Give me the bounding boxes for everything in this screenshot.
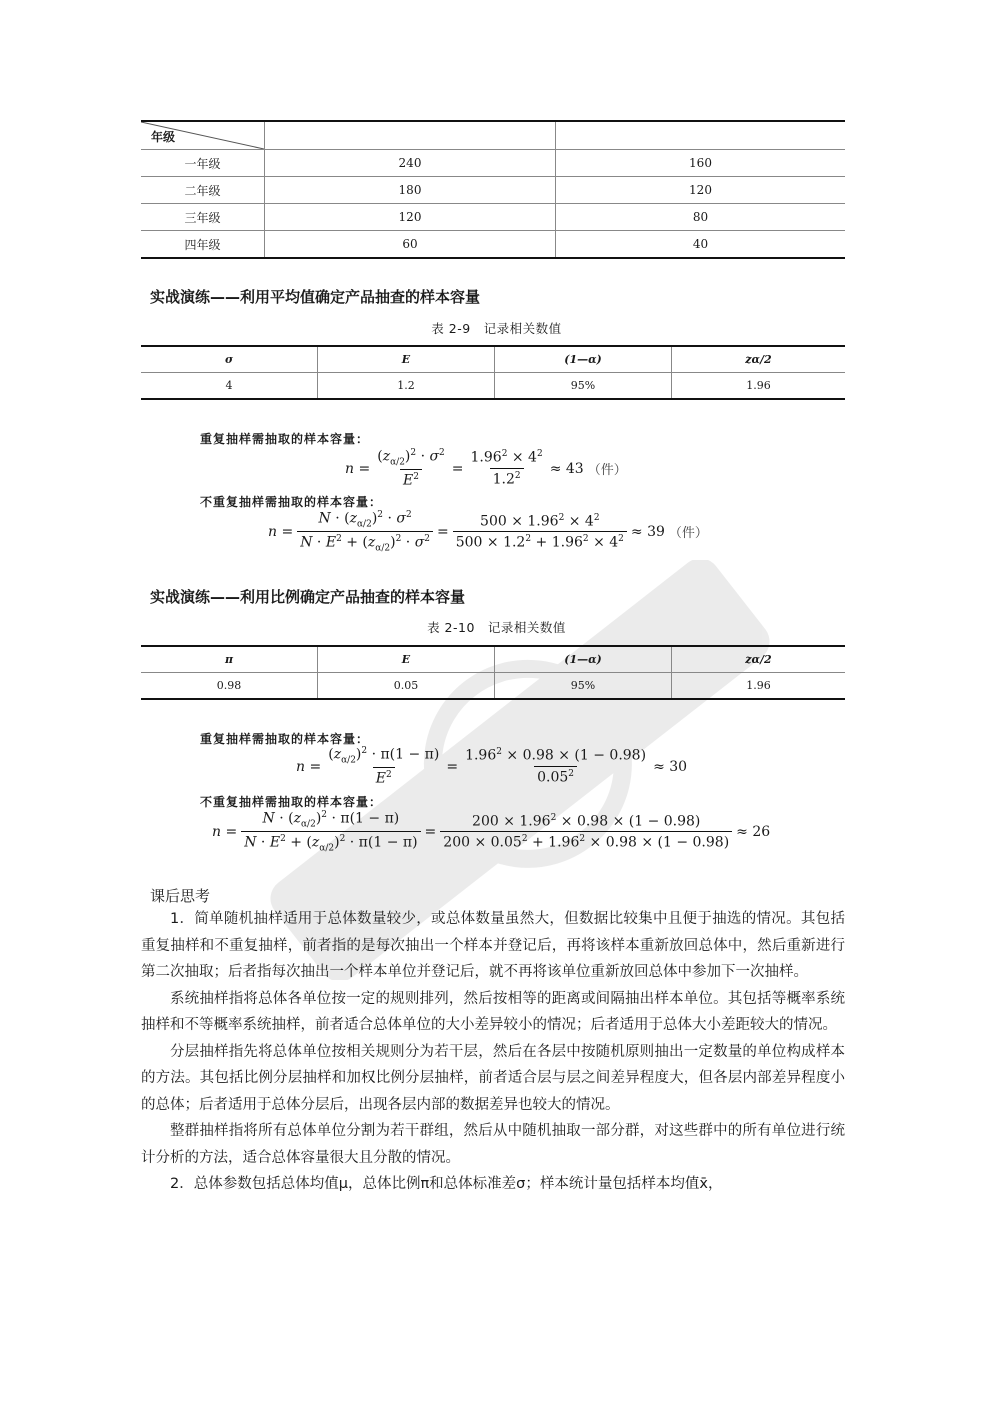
value-cell: 1.96	[672, 373, 846, 400]
paragraph: 整群抽样指将所有总体单位分割为若干群组，然后从中随机抽取一部分群，对这些群中的所有单位进行统计分析的方法，适合总体容量很大且分散的情况。	[141, 1123, 845, 1166]
result-value: ≈ 43	[549, 460, 584, 477]
table-row	[141, 177, 845, 204]
value-cell: 0.98	[141, 673, 318, 700]
unit-label: （件）	[668, 526, 708, 542]
paragraph: 系统抽样指将总体各单位按一定的规则排列，然后按相等的距离或间隔抽出样本单位。其包括等概率系统抽样和不等概率系统抽样，前者适合总体单位的大小差异较小的情况；后者适用于总体大小差距较大的情况。	[141, 990, 845, 1033]
header-cell: E	[318, 346, 495, 373]
table-row	[141, 373, 845, 400]
value-cell: 1.2	[318, 373, 495, 400]
formula-norepeat-mean: n = $\frac{N \cdot (z_{\alpha/2})^2 \cdot \sigma^2}{N \cdot E^2 + (z_{\alpha/2})^2 \cdot \sigma^2}$ = $\frac{500 \times 1.96^2 \times 4^2}{500 \times 1.2^2 + 1.96^2 \times 4^2}$ ≈ 39 （件）	[268, 510, 708, 554]
value-cell: 120	[556, 177, 846, 204]
params-table-proportion	[141, 645, 845, 700]
section-title-after-class: 课后思考	[150, 887, 211, 905]
paragraph: 1．简单随机抽样适用于总体数量较少，或总体数量虽然大，但数据比较集中且便于抽选的情况。其包括重复抽样和不重复抽样，前者指的是每次抽出一个样本并登记后，再将该样本重新放回总体中，然后重新进行第二次抽取；后者指每次抽出一个样本单位并登记后，就不再将该单位重新放回总体中参加下一次抽样。	[141, 911, 845, 980]
grade-cell: 二年级	[141, 177, 265, 204]
header-cell: zα/2	[672, 346, 846, 373]
header-cell: (1—α)	[495, 646, 672, 673]
params-table-mean	[141, 345, 845, 400]
label-repeat: 重复抽样需抽取的样本容量：	[200, 732, 370, 746]
after-class-body	[141, 906, 845, 1198]
table-row	[141, 231, 845, 259]
result-value: ≈ 26	[736, 823, 771, 840]
label-norepeat: 不重复抽样需抽取的样本容量：	[200, 795, 383, 809]
header-cell: zα/2	[672, 646, 846, 673]
grade-table-header-col-a	[265, 121, 556, 150]
value-cell: 4	[141, 373, 318, 400]
grade-table-corner	[141, 121, 265, 150]
header-cell: σ	[141, 346, 318, 373]
label-norepeat: 不重复抽样需抽取的样本容量：	[200, 495, 383, 509]
formula-repeat-mean: n = $\frac{(z_{\alpha/2})^2 \cdot \sigma^2}{E^2}$ = $\frac{1.96^2 \times 4^2}{1.2^2}$ ≈ 43 （件）	[345, 448, 627, 490]
table-caption: 表 2-9 记录相关数值	[431, 321, 562, 336]
value-cell: 1.96	[672, 673, 846, 700]
grade-table-header-col-b	[556, 121, 846, 150]
table-header-row	[141, 646, 845, 673]
value-cell: 80	[556, 204, 846, 231]
value-cell: 60	[265, 231, 556, 259]
section-title: 实战演练——利用比例确定产品抽查的样本容量	[150, 588, 466, 606]
result-value: ≈ 30	[653, 758, 688, 775]
value-cell: 120	[265, 204, 556, 231]
table-row	[141, 673, 845, 700]
section-title: 实战演练——利用平均值确定产品抽查的样本容量	[150, 288, 481, 306]
label-repeat: 重复抽样需抽取的样本容量：	[200, 432, 370, 446]
formula-repeat-proportion: n = $\frac{(z_{\alpha/2})^2 \cdot \pi(1 - \pi)}{E^2}$ = $\frac{1.96^2 \times 0.98 \times (1 - 0.98)}{0.05^2}$ ≈ 30	[296, 746, 688, 788]
value-cell: 240	[265, 150, 556, 177]
value-cell: 160	[556, 150, 846, 177]
table-header-row	[141, 346, 845, 373]
header-cell: π	[141, 646, 318, 673]
corner-label: 年级	[151, 130, 176, 144]
header-cell: (1—α)	[495, 346, 672, 373]
grade-table-header	[141, 121, 845, 150]
paragraph: 2．总体参数包括总体均值μ，总体比例π和总体标准差σ；样本统计量包括样本均值x̄，	[170, 1176, 723, 1192]
paragraph: 分层抽样指先将总体单位按相关规则分为若干层，然后在各层中按随机原则抽出一定数量的单位构成样本的方法。其包括比例分层抽样和加权比例分层抽样，前者适合层与层之间差异程度大，但各层内部差异程度小的总体；后者适用于总体分层后，出现各层内部的数据差异也较大的情况。	[141, 1043, 845, 1113]
formula-norepeat-proportion: n = $\frac{N \cdot (z_{\alpha/2})^2 \cdot \pi(1 - \pi)}{N \cdot E^2 + (z_{\alpha/2})^2 \cdot \pi(1 - \pi)}$ = $\frac{200 \times 1.96^2 \times 0.98 \times (1 - 0.98)}{200 \times 0.05^2 + 1.96^2 \times 0.98 \times (1 - 0.98)}$ ≈ 26	[212, 810, 771, 854]
result-value: ≈ 39	[630, 523, 665, 540]
unit-label: （件）	[587, 463, 627, 479]
table-row	[141, 150, 845, 177]
value-cell: 180	[265, 177, 556, 204]
value-cell: 40	[556, 231, 846, 259]
grade-cell: 三年级	[141, 204, 265, 231]
grade-table	[141, 120, 845, 259]
value-cell: 0.05	[318, 673, 495, 700]
table-row	[141, 204, 845, 231]
header-cell: E	[318, 646, 495, 673]
table-caption: 表 2-10 记录相关数值	[427, 620, 566, 635]
value-cell: 95%	[495, 373, 672, 400]
grade-cell: 四年级	[141, 231, 265, 259]
grade-cell: 一年级	[141, 150, 265, 177]
value-cell: 95%	[495, 673, 672, 700]
